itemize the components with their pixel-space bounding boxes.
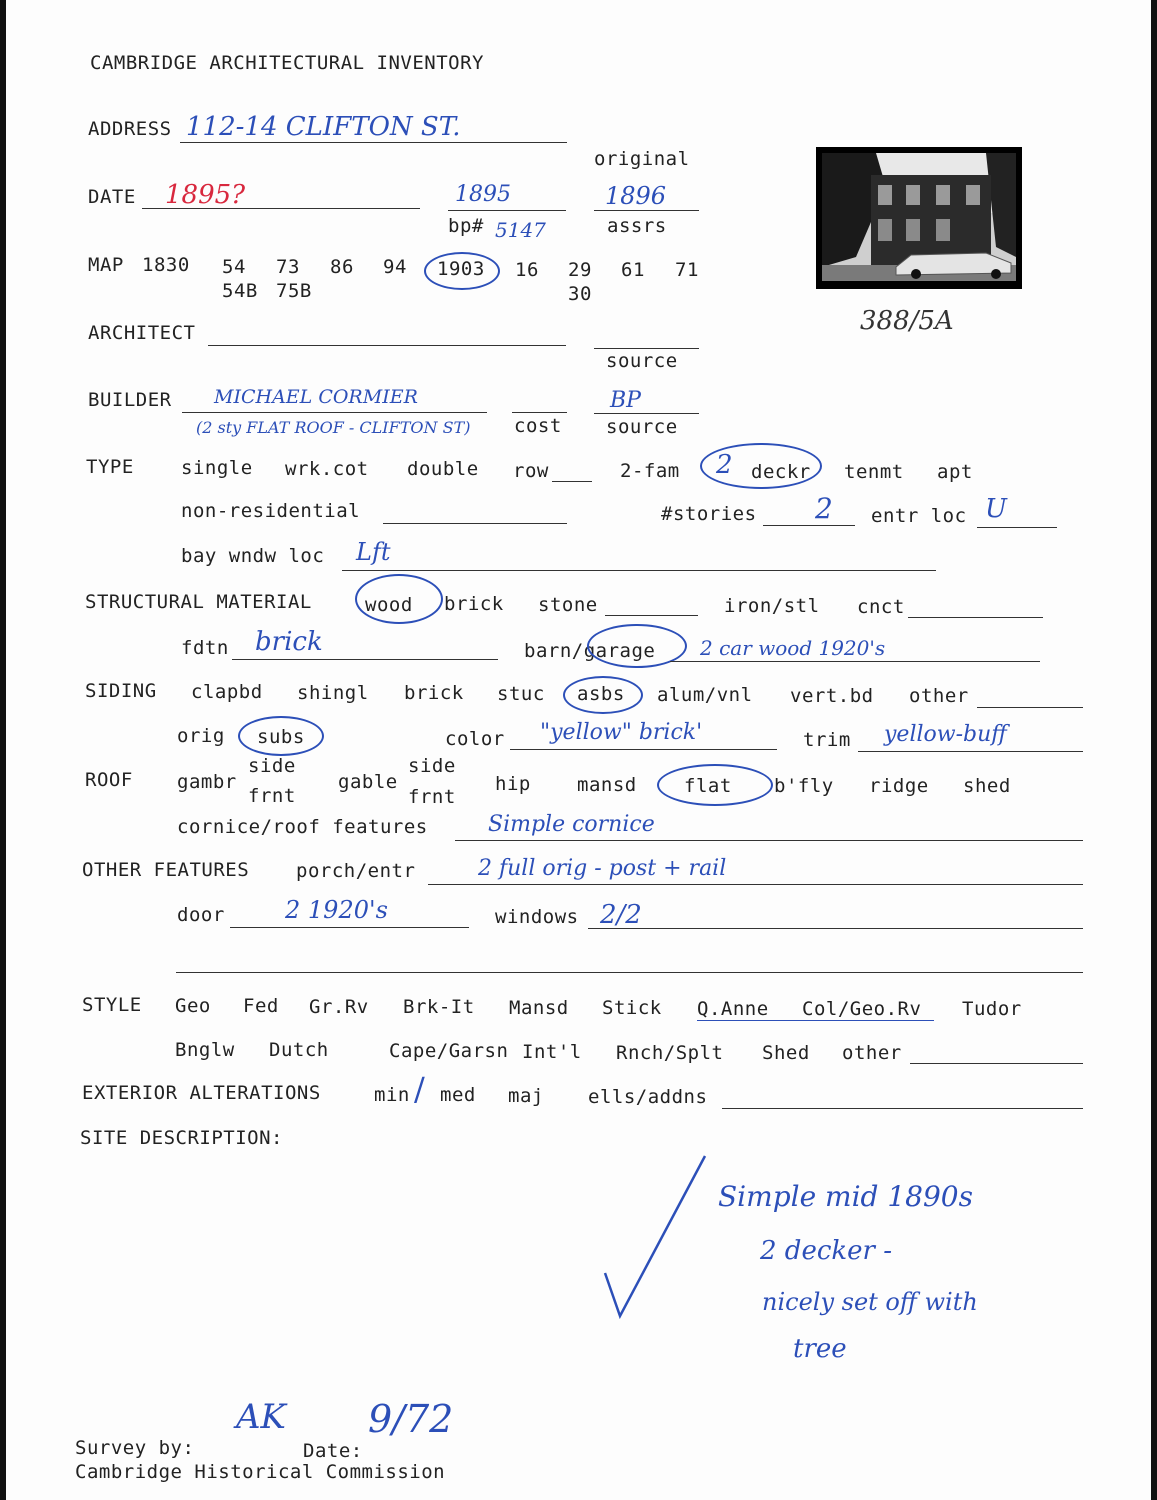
entr-line xyxy=(977,527,1057,528)
deckr-circle xyxy=(700,443,822,489)
builder-line xyxy=(182,412,487,413)
site-line-4: tree xyxy=(793,1334,847,1364)
map-year-94: 94 xyxy=(383,256,407,278)
nonres-label: non-residential xyxy=(181,500,361,522)
architect-source-label: source xyxy=(606,350,678,372)
fdtn-line xyxy=(232,659,498,660)
entr-label: entr loc xyxy=(871,505,967,527)
style-tudor: Tudor xyxy=(962,998,1022,1020)
site-line-2: 2 decker - xyxy=(760,1236,893,1266)
style-brkit: Brk-It xyxy=(403,996,475,1018)
map-1903-circle xyxy=(424,252,500,290)
color-label: color xyxy=(445,728,505,750)
siding-alumvnl: alum/vnl xyxy=(657,684,753,706)
porch-value: 2 full orig - post + rail xyxy=(478,856,727,881)
siding-other: other xyxy=(909,685,969,707)
roof-frnt-2: frnt xyxy=(408,786,456,808)
roof-side-2: side xyxy=(408,755,456,777)
map-year-1903: 1903 xyxy=(437,258,485,280)
original-label: original xyxy=(594,148,690,170)
builder-value: MICHAEL CORMIER xyxy=(214,386,418,408)
struct-brick: brick xyxy=(444,593,504,615)
checkmark-icon xyxy=(595,1148,715,1323)
color-line xyxy=(510,749,777,750)
address-label: ADDRESS xyxy=(88,118,172,140)
fdtn-label: fdtn xyxy=(181,637,229,659)
ext-alt-label: EXTERIOR ALTERATIONS xyxy=(82,1082,321,1104)
roof-ridge: ridge xyxy=(869,775,929,797)
assrs-year: 1896 xyxy=(605,182,667,210)
stories-line xyxy=(763,525,855,526)
builder-source-label: source xyxy=(606,416,678,438)
siding-label: SIDING xyxy=(85,680,157,702)
type-apt: apt xyxy=(937,461,973,483)
address-line xyxy=(180,142,567,143)
door-line xyxy=(230,927,469,928)
map-year-71: 71 xyxy=(675,259,699,281)
builder-source-line xyxy=(594,413,699,414)
cnct-line xyxy=(908,617,1043,618)
style-capegarsn: Cape/Garsn xyxy=(389,1040,509,1062)
trim-line xyxy=(858,751,1083,752)
map-year-75b: 75B xyxy=(276,280,312,302)
siding-brick: brick xyxy=(404,682,464,704)
entr-value: U xyxy=(985,494,1007,524)
barn-label: barn/garage xyxy=(524,640,656,662)
windows-value: 2/2 xyxy=(600,900,642,930)
style-other-line xyxy=(910,1063,1083,1064)
architect-source-line xyxy=(594,348,699,349)
fdtn-value: brick xyxy=(255,627,323,657)
windows-label: windows xyxy=(495,906,579,928)
row-line xyxy=(552,481,592,482)
blank-line xyxy=(176,972,1083,973)
style-stick: Stick xyxy=(602,997,662,1019)
style-intl: Int'l xyxy=(522,1041,582,1063)
cornice-value: Simple cornice xyxy=(488,812,655,837)
site-label: SITE DESCRIPTION: xyxy=(80,1127,283,1149)
form-title: CAMBRIDGE ARCHITECTURAL INVENTORY xyxy=(90,52,484,74)
architect-label: ARCHITECT xyxy=(88,322,196,344)
style-rnchsplt: Rnch/Splt xyxy=(616,1042,724,1064)
survey-date-value: 9/72 xyxy=(368,1397,454,1441)
style-fed: Fed xyxy=(243,995,279,1017)
type-wrkcot: wrk.cot xyxy=(285,458,369,480)
flat-circle xyxy=(657,764,773,806)
subs-circle xyxy=(238,716,324,756)
nonres-line xyxy=(383,523,567,524)
type-row: row xyxy=(513,460,549,482)
cornice-label: cornice/roof features xyxy=(177,816,428,838)
roof-gable: gable xyxy=(338,771,398,793)
roof-bfly: b'fly xyxy=(774,775,834,797)
builder-note: (2 sty FLAT ROOF - CLIFTON ST) xyxy=(196,418,471,437)
porch-line xyxy=(428,884,1083,885)
map-year-30: 30 xyxy=(568,283,592,305)
roof-gambr: gambr xyxy=(177,771,237,793)
site-line-1: Simple mid 1890s xyxy=(718,1180,973,1213)
assrs-label: assrs xyxy=(607,215,667,237)
style-other: other xyxy=(842,1042,902,1064)
roof-shed: shed xyxy=(963,775,1011,797)
builder-label: BUILDER xyxy=(88,389,172,411)
address-value: 112-14 CLIFTON ST. xyxy=(186,112,461,142)
siding-clapbd: clapbd xyxy=(191,681,263,703)
style-geo: Geo xyxy=(175,995,211,1017)
stone-line xyxy=(605,615,698,616)
site-line-3: nicely set off with xyxy=(762,1288,978,1316)
type-2fam: 2-fam xyxy=(620,460,680,482)
date-label: DATE xyxy=(88,186,136,208)
style-shed: Shed xyxy=(762,1042,810,1064)
bay-line xyxy=(342,570,936,571)
siding-shingl: shingl xyxy=(297,682,369,704)
survey-label: Survey by: xyxy=(75,1437,195,1459)
ext-alt-line xyxy=(722,1108,1083,1109)
photo-number: 388/5A xyxy=(860,306,954,336)
orig-label: orig xyxy=(177,725,225,747)
building-photo xyxy=(816,147,1022,289)
stories-label: #stories xyxy=(661,503,757,525)
type-double: double xyxy=(407,458,479,480)
siding-stuc: stuc xyxy=(497,683,545,705)
wood-circle xyxy=(355,574,443,624)
siding-asbs: asbs xyxy=(577,683,625,705)
color-value: "yellow" brick' xyxy=(540,720,703,745)
type-deckr: deckr xyxy=(751,461,811,483)
map-year-29: 29 xyxy=(568,259,592,281)
roof-frnt-1: frnt xyxy=(248,785,296,807)
survey-date-label: Date: xyxy=(303,1440,363,1462)
cost-label: cost xyxy=(514,415,562,437)
style-mansd: Mansd xyxy=(509,997,569,1019)
map-label: MAP xyxy=(88,254,124,276)
cost-line xyxy=(512,412,567,413)
style-grrv: Gr.Rv xyxy=(309,996,369,1018)
date-value: 1895? xyxy=(165,180,246,210)
style-underline xyxy=(697,1020,934,1021)
map-year-54: 54 xyxy=(222,256,246,278)
architect-line xyxy=(208,345,566,346)
map-year-1830: 1830 xyxy=(142,254,190,276)
map-year-86: 86 xyxy=(330,256,354,278)
bp-year: 1895 xyxy=(455,182,511,207)
bp-number: 5147 xyxy=(495,218,546,242)
style-qanne: Q.Anne xyxy=(697,998,769,1020)
roof-side-1: side xyxy=(248,755,296,777)
struct-cnct: cnct xyxy=(857,596,905,618)
bp-line xyxy=(448,210,566,211)
siding-other-line xyxy=(977,707,1083,708)
map-year-73: 73 xyxy=(276,256,300,278)
survey-initials: AK xyxy=(236,1397,286,1437)
roof-hip: hip xyxy=(495,773,531,795)
trim-value: yellow-buff xyxy=(884,722,1007,747)
ext-alt-mark: / xyxy=(414,1070,425,1108)
ext-alt-ells: ells/addns xyxy=(588,1086,708,1108)
assrs-line xyxy=(594,210,699,211)
map-year-61: 61 xyxy=(621,259,645,281)
struct-wood: wood xyxy=(365,594,413,616)
ext-alt-maj: maj xyxy=(508,1085,544,1107)
stories-value: 2 xyxy=(815,492,833,525)
ext-alt-min: min xyxy=(374,1084,410,1106)
cornice-line xyxy=(455,840,1083,841)
other-features-label: OTHER FEATURES xyxy=(82,859,250,881)
subs-label: subs xyxy=(257,726,305,748)
type-tenmt: tenmt xyxy=(844,461,904,483)
bay-label: bay wndw loc xyxy=(181,545,325,567)
style-label: STYLE xyxy=(82,994,142,1016)
roof-flat: flat xyxy=(684,775,732,797)
roof-mansd: mansd xyxy=(577,774,637,796)
windows-line xyxy=(588,928,1083,929)
map-year-54b: 54B xyxy=(222,280,258,302)
style-bnglw: Bnglw xyxy=(175,1039,235,1061)
builder-source-value: BP xyxy=(610,388,641,413)
map-year-16: 16 xyxy=(515,259,539,281)
door-value: 2 1920's xyxy=(285,896,388,924)
asbs-circle xyxy=(563,676,643,714)
ext-alt-med: med xyxy=(440,1084,476,1106)
roof-label: ROOF xyxy=(85,769,133,791)
porch-label: porch/entr xyxy=(296,860,416,882)
type-2-mark: 2 xyxy=(716,450,733,480)
siding-vertbd: vert.bd xyxy=(790,685,874,707)
type-single: single xyxy=(181,457,253,479)
struct-ironstl: iron/stl xyxy=(724,595,820,617)
bp-label: bp# xyxy=(448,215,484,237)
style-dutch: Dutch xyxy=(269,1039,329,1061)
bay-value: Lft xyxy=(356,538,391,566)
trim-label: trim xyxy=(803,729,851,751)
structural-label: STRUCTURAL MATERIAL xyxy=(85,591,312,613)
type-label: TYPE xyxy=(86,456,134,478)
garage-value: 2 car wood 1920's xyxy=(700,636,886,660)
style-colgeorv: Col/Geo.Rv xyxy=(802,998,922,1020)
struct-stone: stone xyxy=(538,594,598,616)
garage-line xyxy=(670,661,1040,662)
commission-name: Cambridge Historical Commission xyxy=(75,1461,446,1483)
door-label: door xyxy=(177,904,225,926)
